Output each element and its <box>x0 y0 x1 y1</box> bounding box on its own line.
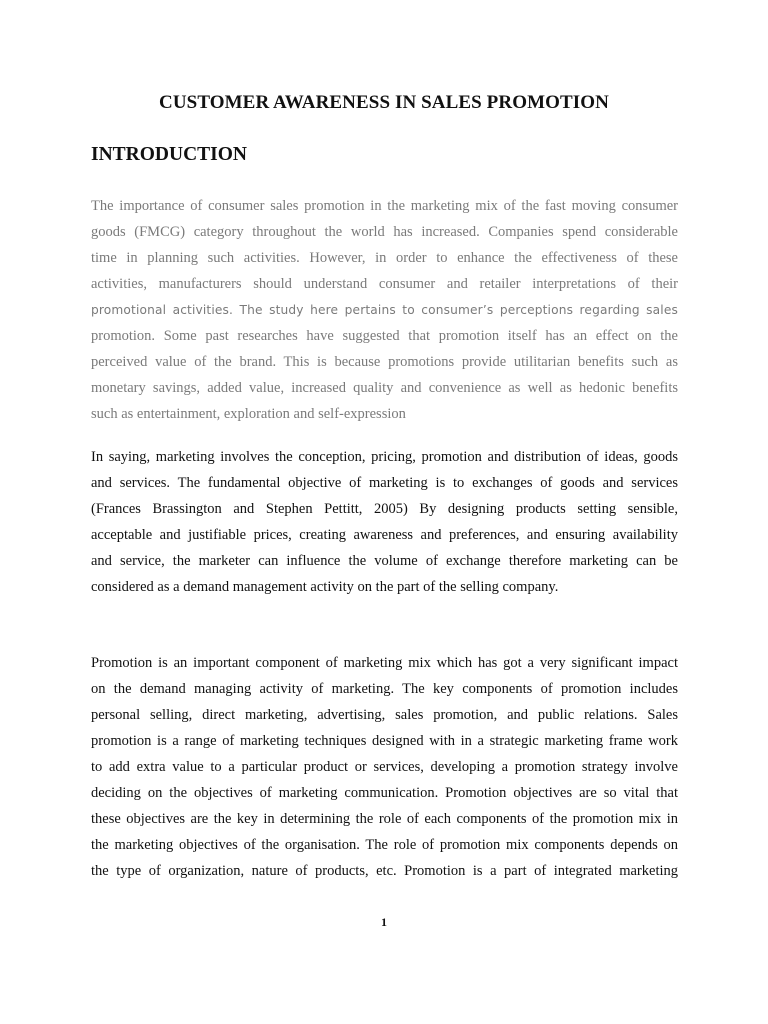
paragraph-3-line: the marketing objectives of the organisation. The role of promotion mix components depends on <box>91 837 678 853</box>
paragraph-1-line: goods (FMCG) category throughout the world has increased. Companies spend considerable <box>91 224 678 240</box>
paragraph-1-line: promotional activities. The study here pertains to consumer’s perceptions regarding sales <box>91 303 678 317</box>
section-heading: INTRODUCTION <box>91 144 248 165</box>
paragraph-1-line: perceived value of the brand. This is because promotions provide utilitarian benefits such as <box>91 354 678 370</box>
paragraph-3-line: the type of organization, nature of products, etc. Promotion is a part of integrated marketing <box>91 863 678 879</box>
paragraph-1 <box>91 193 678 427</box>
paragraph-3-line: on the demand managing activity of marketing. The key components of promotion includes <box>91 681 678 697</box>
page-number: 1 <box>381 915 387 929</box>
paragraph-2-line: and services. The fundamental objective of marketing is to exchanges of goods and services <box>91 475 678 491</box>
paragraph-2-line: and service, the marketer can influence the volume of exchange therefore marketing can be <box>91 553 678 569</box>
paragraph-3-line: deciding on the objectives of marketing communication. Promotion objectives are so vital that <box>91 785 678 801</box>
paragraph-1-line: time in planning such activities. However, in order to enhance the effectiveness of these <box>91 250 678 266</box>
paragraph-3 <box>91 650 678 884</box>
paragraph-1-line: promotion. Some past researches have suggested that promotion itself has an effect on the <box>91 328 678 344</box>
paragraph-3-line: Promotion is an important component of marketing mix which has got a very significant impact <box>91 655 678 671</box>
paragraph-1-line: The importance of consumer sales promotion in the marketing mix of the fast moving consumer <box>91 198 678 214</box>
document-title: CUSTOMER AWARENESS IN SALES PROMOTION <box>159 92 609 113</box>
paragraph-3-line: these objectives are the key in determining the role of each components of the promotion mix in <box>91 811 678 827</box>
paragraph-3-line: personal selling, direct marketing, advertising, sales promotion, and public relations. Sales <box>91 707 678 723</box>
paragraph-2-line: In saying, marketing involves the conception, pricing, promotion and distribution of ideas, goods <box>91 449 678 465</box>
paragraph-2-line: (Frances Brassington and Stephen Pettitt, 2005) By designing products setting sensible, <box>91 501 678 517</box>
paragraph-2-line: acceptable and justifiable prices, creating awareness and preferences, and ensuring availability <box>91 527 678 543</box>
paragraph-3-line: promotion is a range of marketing techniques designed with in a strategic marketing frame work <box>91 733 678 749</box>
paragraph-2 <box>91 444 678 600</box>
paragraph-1-line: activities, manufacturers should understand consumer and retailer interpretations of their <box>91 276 678 292</box>
paragraph-1-line: such as entertainment, exploration and self-expression <box>91 406 406 422</box>
paragraph-2-line: considered as a demand management activity on the part of the selling company. <box>91 579 559 595</box>
paragraph-3-line: to add extra value to a particular product or services, developing a promotion strategy involve <box>91 759 678 775</box>
paragraph-1-line: monetary savings, added value, increased quality and convenience as well as hedonic benefits <box>91 380 678 396</box>
